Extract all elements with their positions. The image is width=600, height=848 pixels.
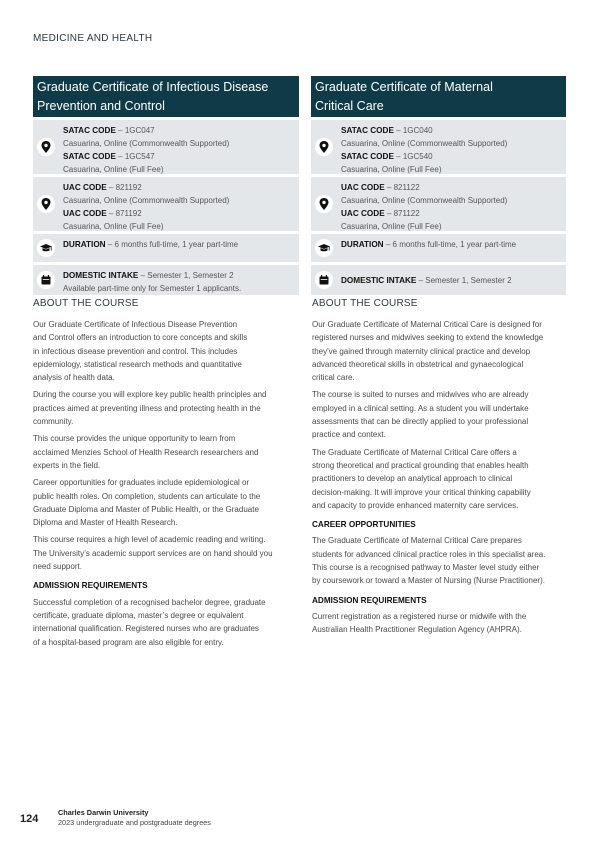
- paragraph-line: need support.: [33, 562, 82, 572]
- code-label: UAC CODE: [63, 209, 107, 218]
- course-title-line: Graduate Certificate of Infectious Disease: [37, 80, 269, 94]
- duration-row: DURATION – 6 months full-time, 1 year part-time: [311, 234, 566, 262]
- intake-label: DOMESTIC INTAKE: [63, 271, 139, 280]
- paragraph-line: public health roles. On completion, students can articulate to the: [33, 491, 261, 501]
- paragraph-line: they've gained through maternity clinical practice and develop: [312, 346, 531, 356]
- course-body-infectious-disease: [33, 297, 303, 653]
- duration-value: 6 months full-time, 1 year part-time: [114, 240, 239, 249]
- code-value: 821122: [393, 183, 420, 192]
- paragraph-line: acclaimed Menzies School of Health Research researchers and: [33, 447, 259, 457]
- paragraph-line: students for advanced clinical practice roles in this specialist area.: [312, 549, 546, 559]
- intake-value: Semester 1, Semester 2: [147, 271, 234, 280]
- code-value: 1GC547: [124, 152, 155, 161]
- paragraph-line: international qualification. Registered nurses who are graduates: [33, 624, 259, 634]
- code-value: 1GC040: [402, 126, 433, 135]
- about-heading: ABOUT THE COURSE: [33, 298, 139, 309]
- paragraph-line: During the course you will explore key public health principles and: [33, 390, 267, 400]
- paragraph-line: experts in the field.: [33, 460, 101, 470]
- paragraph: [33, 318, 303, 384]
- location-pin-icon: [315, 195, 333, 213]
- code-label: UAC CODE: [341, 183, 385, 192]
- paragraph-line: practitioners to develop an analytical approach to clinical: [312, 474, 513, 484]
- paragraph: [33, 596, 303, 649]
- code-label: SATAC CODE: [63, 152, 116, 161]
- graduation-cap-icon: [37, 239, 55, 257]
- paragraph-line: analysis of health data.: [33, 373, 115, 383]
- calendar-icon: [37, 271, 55, 289]
- paragraph: [33, 432, 303, 472]
- intake-label: DOMESTIC INTAKE: [341, 275, 417, 285]
- paragraph-line: The Graduate Certificate of Maternal Critical Care prepares: [312, 536, 522, 546]
- course-title: [311, 76, 566, 117]
- paragraph-line: The course is suited to nurses and midwives who are already: [312, 390, 529, 400]
- paragraph-line: and capacity to provide enhanced maternity care services.: [312, 500, 519, 510]
- course-panel-maternal-critical-care: [311, 76, 566, 295]
- intake-row: DOMESTIC INTAKE – Semester 1, Semester 2 Available part-time only for Semester 1 applicants.: [33, 265, 299, 295]
- paragraph-line: This course is a recognised pathway to Master level study either: [312, 563, 540, 573]
- paragraph-line: certificate, graduate diploma, master’s degree or equivalent: [33, 610, 244, 620]
- code-description: Casuarina, Online (Full Fee): [341, 222, 442, 231]
- duration-row: DURATION – 6 months full-time, 1 year part-time: [33, 234, 299, 262]
- paragraph-line: Career opportunities for graduates include epidemiological or: [33, 478, 250, 488]
- intake-row: DOMESTIC INTAKE – Semester 1, Semester 2: [311, 265, 566, 295]
- location-pin-icon: [315, 138, 333, 156]
- paragraph-line: in infectious disease prevention and control. This includes: [33, 346, 238, 356]
- code-value: 871192: [115, 209, 142, 218]
- paragraph: [312, 610, 574, 637]
- paragraph-line: Our Graduate Certificate of Maternal Critical Care is designed for: [312, 320, 542, 329]
- subheading: ADMISSION REQUIREMENTS: [33, 581, 148, 591]
- paragraph: [312, 446, 574, 512]
- course-body-maternal-critical-care: [312, 297, 574, 641]
- paragraph-line: practice and context.: [312, 430, 386, 440]
- paragraph-line: Our Graduate Certificate of Infectious Disease Prevention: [33, 320, 238, 329]
- graduation-cap-icon: [315, 239, 333, 257]
- satac-codes-row: SATAC CODE – 1GC047 Casuarina, Online (Commonwealth Supported) SATAC CODE – 1GC547 Casuarina, Online (Full Fee): [33, 120, 299, 174]
- paragraph: [33, 476, 303, 529]
- paragraph-line: Australian Health Practitioner Regulation Agency (AHPRA).: [312, 625, 522, 635]
- paragraph-line: critical care.: [312, 373, 355, 383]
- calendar-icon: [315, 271, 333, 289]
- code-label: UAC CODE: [341, 209, 385, 218]
- code-description: Casuarina, Online (Commonwealth Supported): [63, 196, 230, 205]
- code-label: SATAC CODE: [341, 152, 394, 161]
- intake-value: Semester 1, Semester 2: [425, 275, 512, 285]
- course-title: [33, 76, 299, 117]
- subheading: CAREER OPPORTUNITIES: [312, 520, 416, 530]
- code-value: 1GC540: [402, 152, 433, 161]
- paragraph-line: practices aimed at preventing illness and protecting health in the: [33, 403, 261, 413]
- duration-value: 6 months full-time, 1 year part-time: [392, 240, 517, 249]
- code-value: 871122: [393, 209, 420, 218]
- paragraph-line: assessments that can be directly applied to your professional: [312, 417, 529, 427]
- code-value: 1GC047: [124, 126, 155, 135]
- paragraph-line: and Control offers an introduction to core concepts and skills: [33, 333, 248, 343]
- code-description: Casuarina, Online (Full Fee): [63, 222, 164, 231]
- paragraph-line: Diploma and Master of Health Research.: [33, 518, 178, 528]
- location-pin-icon: [37, 195, 55, 213]
- code-description: Casuarina, Online (Commonwealth Supported): [341, 139, 508, 148]
- paragraph-line: epidemiology, statistical research methods and quantitative: [33, 359, 242, 369]
- paragraph: [312, 318, 574, 384]
- university-name: Charles Darwin University: [58, 808, 149, 817]
- code-label: SATAC CODE: [63, 126, 116, 135]
- paragraph: [312, 534, 574, 587]
- code-value: 821192: [115, 183, 142, 192]
- intake-note: Available part-time only for Semester 1 applicants.: [63, 284, 242, 293]
- paragraph-line: Successful completion of a recognised bachelor degree, graduate: [33, 597, 266, 607]
- paragraph-line: The University’s academic support services are on hand should you: [33, 548, 273, 558]
- duration-label: DURATION: [341, 240, 384, 249]
- paragraph-line: of a hospital-based program are also eligible for entry.: [33, 637, 224, 647]
- paragraph-line: employed in a clinical setting. As a student you will undertake: [312, 403, 529, 413]
- paragraph-line: strong theoretical and practical grounding that enables health: [312, 460, 529, 470]
- about-heading: ABOUT THE COURSE: [312, 298, 418, 309]
- paragraph-line: The Graduate Certificate of Maternal Critical Care offers a: [312, 447, 517, 457]
- section-title: MEDICINE AND HEALTH: [33, 33, 153, 44]
- paragraph: [33, 533, 303, 573]
- paragraph: [33, 388, 303, 428]
- paragraph-line: decision-making. It will improve your critical thinking capability: [312, 487, 531, 497]
- uac-codes-row: UAC CODE – 821192 Casuarina, Online (Commonwealth Supported) UAC CODE – 871192 Casuarina, Online (Full Fee): [33, 177, 299, 231]
- paragraph: [312, 388, 574, 441]
- paragraph-line: by coursework or toward a Master of Nursing (Nurse Practitioner).: [312, 576, 545, 586]
- code-description: Casuarina, Online (Commonwealth Supported): [63, 139, 230, 148]
- code-description: Casuarina, Online (Full Fee): [63, 165, 164, 174]
- paragraph-line: This course provides the unique opportunity to learn from: [33, 434, 236, 444]
- code-label: SATAC CODE: [341, 126, 394, 135]
- course-panel-infectious-disease: [33, 76, 299, 295]
- course-title-line: Prevention and Control: [37, 99, 165, 113]
- duration-label: DURATION: [63, 240, 106, 249]
- course-title-line: Critical Care: [315, 99, 384, 113]
- publication-title: 2023 undergraduate and postgraduate degrees: [58, 818, 211, 827]
- paragraph-line: This course requires a high level of academic reading and writing.: [33, 535, 266, 545]
- page-number: 124: [20, 813, 39, 825]
- uac-codes-row: UAC CODE – 821122 Casuarina, Online (Commonwealth Supported) UAC CODE – 871122 Casuarina, Online (Full Fee): [311, 177, 566, 231]
- code-description: Casuarina, Online (Full Fee): [341, 165, 442, 174]
- course-title-line: Graduate Certificate of Maternal: [315, 80, 493, 94]
- satac-codes-row: SATAC CODE – 1GC040 Casuarina, Online (Commonwealth Supported) SATAC CODE – 1GC540 Casuarina, Online (Full Fee): [311, 120, 566, 174]
- paragraph-line: community.: [33, 417, 74, 427]
- paragraph-line: registered nurses and midwives seeking to extend the knowledge: [312, 333, 544, 343]
- paragraph-line: Graduate Diploma and Master of Public Health, or the Graduate: [33, 504, 259, 514]
- paragraph-line: advanced theoretical skills in obstetrical and gynaecological: [312, 359, 524, 369]
- paragraph-line: Current registration as a registered nurse or midwife with the: [312, 611, 527, 621]
- location-pin-icon: [37, 138, 55, 156]
- code-label: UAC CODE: [63, 183, 107, 192]
- subheading: ADMISSION REQUIREMENTS: [312, 595, 427, 605]
- code-description: Casuarina, Online (Commonwealth Supported): [341, 196, 508, 205]
